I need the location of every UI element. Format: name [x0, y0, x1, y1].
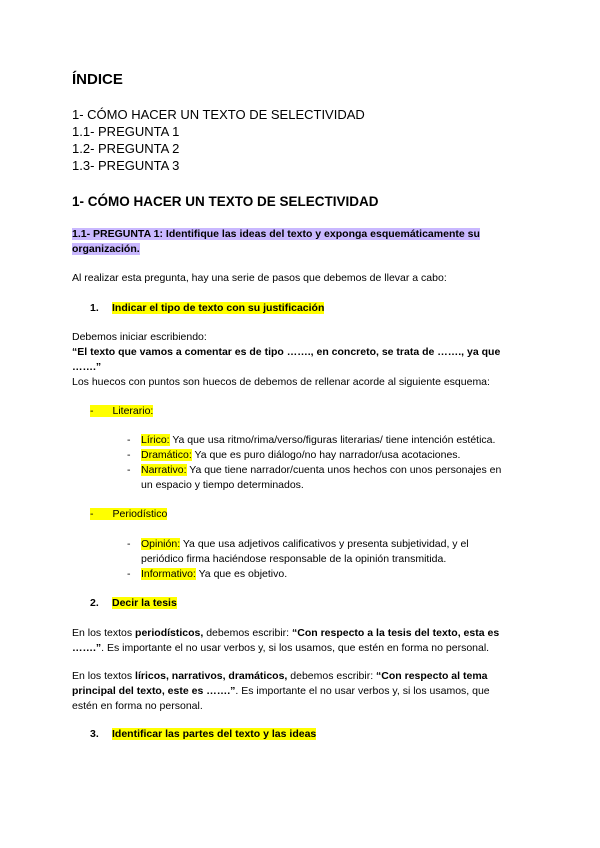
category-item — [90, 508, 167, 520]
step-title: Indicar el tipo de texto con su justificación — [112, 302, 325, 314]
text-run-bold: periodísticos, — [135, 627, 204, 639]
paragraph: Los huecos con puntos son huecos de debemos de rellenar acorde al siguiente esquema: — [72, 376, 490, 388]
text-run: debemos escribir: — [203, 627, 292, 639]
toc-item: 1.2- PREGUNTA 2 — [72, 141, 180, 156]
toc-title: ÍNDICE — [72, 71, 123, 88]
step-number: 2. — [90, 597, 99, 609]
step-title: Identificar las partes del texto y las ideas — [112, 728, 317, 740]
text-run: . Es importante el no usar verbos y, si los usamos, que — [235, 685, 490, 697]
category-label: Literario: — [112, 405, 154, 417]
subcategory-text-cont: un espacio y tiempo determinados. — [141, 479, 304, 491]
subcategory-item — [127, 449, 460, 461]
question-heading-text: organización. — [72, 243, 140, 255]
bullet: - — [127, 464, 131, 476]
bullet-gap — [94, 508, 113, 520]
quote-line: …….” — [72, 361, 102, 373]
paragraph: Debemos iniciar escribiendo: — [72, 331, 207, 343]
bullet: - — [127, 449, 131, 461]
paragraph-line — [72, 627, 499, 639]
question-heading-line2 — [72, 243, 140, 255]
step-heading — [90, 728, 316, 740]
subcategory-item — [127, 568, 287, 580]
section-heading: 1- CÓMO HACER UN TEXTO DE SELECTIVIDAD — [72, 194, 379, 209]
text-run-bold: principal del texto, este es …….” — [72, 685, 236, 697]
intro-paragraph: Al realizar esta pregunta, hay una serie de pasos que debemos de llevar a cabo: — [72, 272, 447, 284]
subcategory-text: Ya que usa adjetivos calificativos y presenta subjetividad, y el — [180, 538, 469, 550]
text-run-bold: …….” — [72, 642, 102, 654]
subcategory-text: Ya que usa ritmo/rima/verso/figuras literarias/ tiene intención estética. — [169, 434, 496, 446]
bullet: - — [90, 508, 94, 520]
subcategory-label: Lírico: — [141, 434, 170, 446]
step-number: 3. — [90, 728, 99, 740]
text-run: En los textos — [72, 670, 136, 682]
bullet: - — [127, 434, 131, 446]
toc-item: 1.3- PREGUNTA 3 — [72, 158, 180, 173]
bullet: - — [127, 568, 131, 580]
subcategory-item — [127, 464, 501, 476]
text-run: debemos escribir: — [287, 670, 377, 682]
category-label: Periodístico — [112, 508, 168, 520]
subcategory-label: Dramático: — [141, 449, 192, 461]
paragraph-line — [72, 685, 490, 697]
quote-line: “El texto que vamos a comentar es de tipo ……., en concreto, se trata de ……., ya que — [72, 346, 501, 358]
text-run: En los textos — [72, 627, 136, 639]
text-run-bold: líricos, narrativos, dramáticos, — [135, 670, 288, 682]
subcategory-label: Opinión: — [141, 538, 181, 550]
subcategory-text: Ya que es puro diálogo/no hay narrador/usa acotaciones. — [191, 449, 461, 461]
step-title: Decir la tesis — [112, 597, 177, 609]
subcategory-text: Ya que tiene narrador/cuenta unos hechos con unos personajes en — [186, 464, 502, 476]
subcategory-text: Ya que es objetivo. — [195, 568, 288, 580]
text-run: . Es importante el no usar verbos y, si los usamos, que estén en forma no personal. — [101, 642, 490, 654]
bullet: - — [127, 538, 131, 550]
paragraph-line — [72, 642, 489, 654]
step-heading — [90, 597, 177, 609]
question-heading-line1 — [72, 228, 480, 240]
paragraph-line: estén en forma no personal. — [72, 700, 203, 712]
subcategory-text-cont: periódico firma haciéndose responsable de la opinión transmitida. — [141, 553, 447, 565]
toc-item: 1.1- PREGUNTA 1 — [72, 124, 180, 139]
bullet-gap — [94, 405, 113, 417]
subcategory-item — [127, 538, 469, 550]
category-item — [90, 405, 153, 417]
question-heading-text: 1.1- PREGUNTA 1: Identifique las ideas del texto y exponga esquemáticamente su — [72, 228, 480, 240]
text-run-bold: “Con respecto al tema — [376, 670, 488, 682]
step-heading — [90, 302, 324, 314]
subcategory-label: Narrativo: — [141, 464, 187, 476]
paragraph-line — [72, 670, 488, 682]
toc-item: 1- CÓMO HACER UN TEXTO DE SELECTIVIDAD — [72, 107, 365, 122]
text-run-bold: “Con respecto a la tesis del texto, esta es — [292, 627, 500, 639]
bullet: - — [90, 405, 94, 417]
subcategory-item — [127, 434, 495, 446]
step-number: 1. — [90, 302, 99, 314]
subcategory-label: Informativo: — [141, 568, 196, 580]
